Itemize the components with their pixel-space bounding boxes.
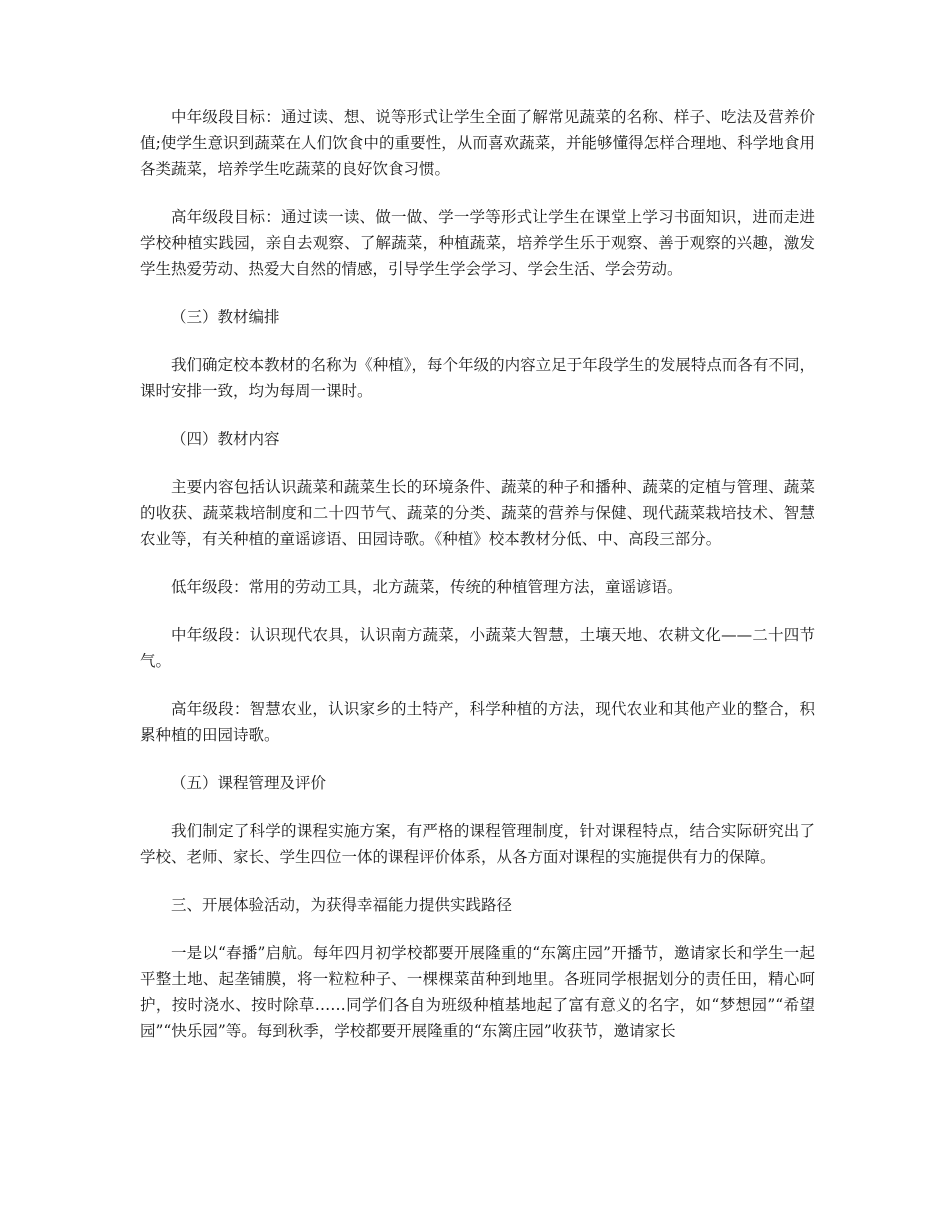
document-body (140, 104, 815, 1066)
middle-grade-content-paragraph: 中年级段：认识现代农具，认识南方蔬菜，小蔬菜大智慧，土壤天地、农耕文化——二十四节气。 (140, 626, 815, 670)
section-heading-experience-activities: 三、开展体验活动，为获得幸福能力提供实践路径 (171, 896, 513, 914)
section-heading-textbook-arrangement: （三）教材编排 (171, 308, 280, 326)
spring-sowing-paragraph: 一是以“春播”启航。每年四月初学校都要开展隆重的“东篱庄园”开播节，邀请家长和学生一起平整土地、起垄铺膜，将一粒粒种子、一棵棵菜苗种到地里。各班同学根据划分的责任田，精心呵护，按时浇水、按时除草……同学们各自为班级种植基地起了富有意义的名字，如“梦想园”“希望园”“快乐园”等。每到秋季，学校都要开展隆重的“东篱庄园”收获节，邀请家长 (140, 944, 815, 1040)
middle-grade-goal-paragraph: 中年级段目标：通过读、想、说等形式让学生全面了解常见蔬菜的名称、样子、吃法及营养价值;使学生意识到蔬菜在人们饮食中的重要性，从而喜欢蔬菜，并能够懂得怎样合理地、科学地食用各类蔬菜，培养学生吃蔬菜的良好饮食习惯。 (140, 108, 815, 178)
course-management-paragraph: 我们制定了科学的课程实施方案，有严格的课程管理制度，针对课程特点，结合实际研究出了学校、老师、家长、学生四位一体的课程评价体系，从各方面对课程的实施提供有力的保障。 (140, 822, 815, 866)
low-grade-content-paragraph: 低年级段：常用的劳动工具，北方蔬菜，传统的种植管理方法，童谣谚语。 (171, 578, 683, 596)
section-heading-course-management: （五）课程管理及评价 (171, 774, 327, 792)
high-grade-content-paragraph: 高年级段：智慧农业，认识家乡的土特产，科学种植的方法，现代农业和其他产业的整合，积累种植的田园诗歌。 (140, 700, 815, 744)
textbook-arrangement-paragraph: 我们确定校本教材的名称为《种植》，每个年级的内容立足于年段学生的发展特点而各有不同，课时安排一致，均为每周一课时。 (140, 356, 815, 400)
section-heading-textbook-content: （四）教材内容 (171, 430, 280, 448)
high-grade-goal-paragraph: 高年级段目标：通过读一读、做一做、学一学等形式让学生在课堂上学习书面知识，进而走进学校种植实践园，亲自去观察、了解蔬菜，种植蔬菜，培养学生乐于观察、善于观察的兴趣，激发学生热爱劳动、热爱大自然的情感，引导学生学会学习、学会生活、学会劳动。 (140, 208, 815, 278)
textbook-content-paragraph: 主要内容包括认识蔬菜和蔬菜生长的环境条件、蔬菜的种子和播种、蔬菜的定植与管理、蔬菜的收获、蔬菜栽培制度和二十四节气、蔬菜的分类、蔬菜的营养与保健、现代蔬菜栽培技术、智慧农业等，有关种植的童谣谚语、田园诗歌。《种植》校本教材分低、中、高段三部分。 (140, 478, 815, 548)
